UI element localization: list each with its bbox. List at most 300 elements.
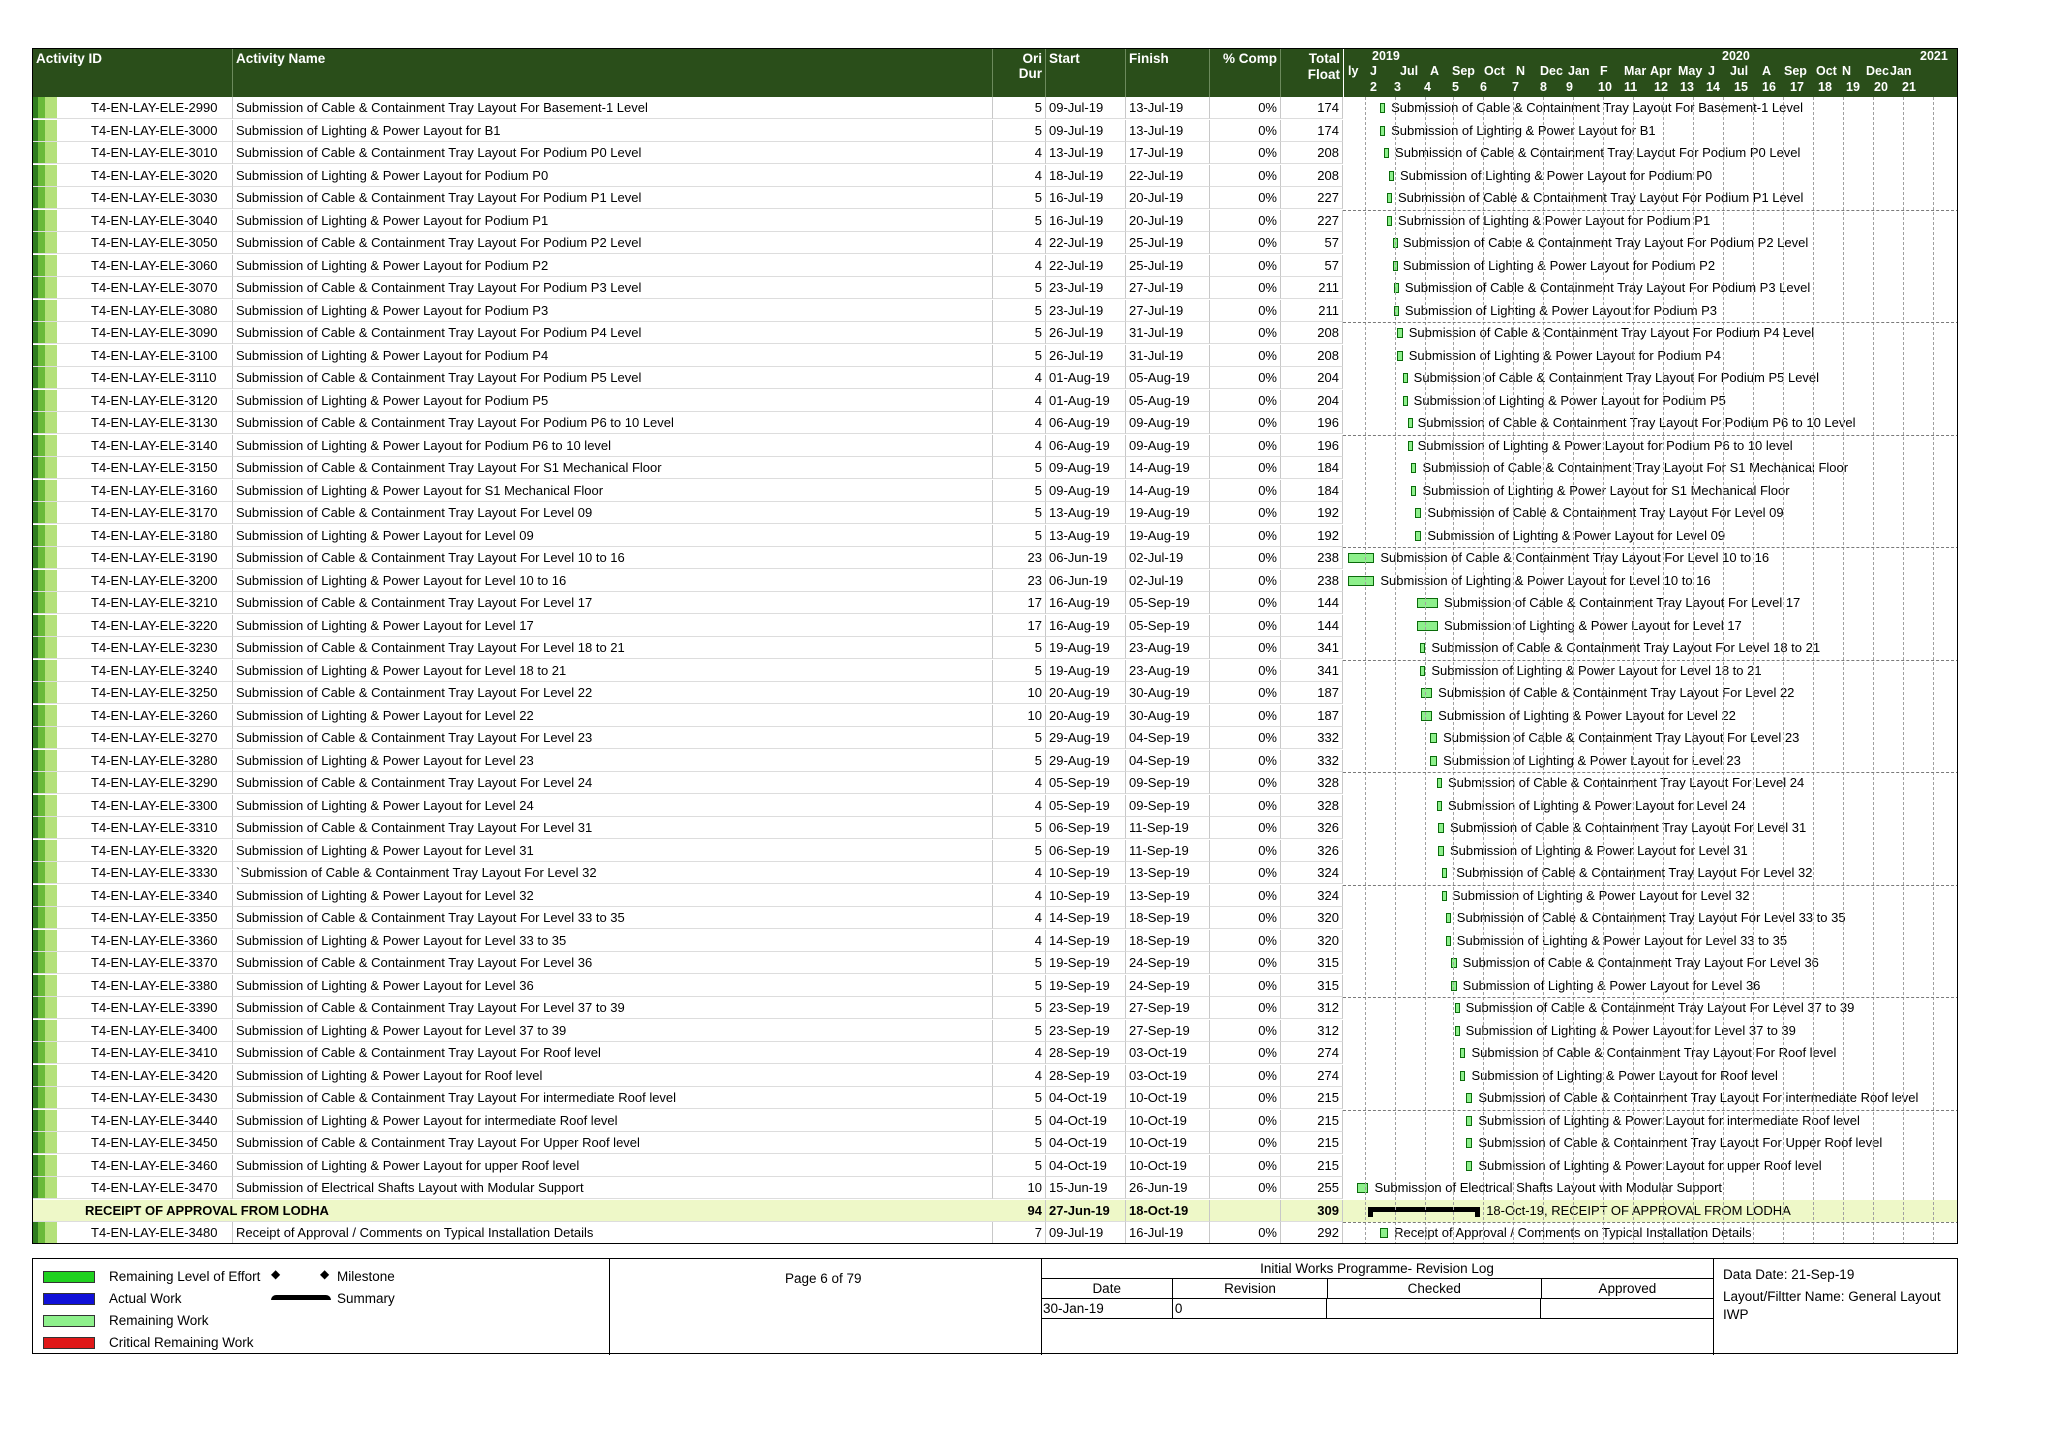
gantt-bar[interactable] [1460, 1071, 1466, 1081]
cell-orig-dur: 5 [993, 120, 1046, 142]
cell-activity-id: T4-EN-LAY-ELE-3360 [33, 930, 233, 952]
gantt-bar[interactable] [1438, 823, 1444, 833]
gantt-bar[interactable] [1417, 621, 1438, 631]
cell-finish: 09-Sep-19 [1126, 795, 1210, 817]
timeline-gridline [1633, 97, 1634, 1244]
cell-orig-dur: 4 [993, 1042, 1046, 1064]
timeline-year: 2019 [1372, 49, 1400, 63]
cell-activity-name: Submission of Cable & Containment Tray Layout For Level 22 [233, 682, 993, 704]
cell-orig-dur: 5 [993, 97, 1046, 119]
table-row[interactable] [33, 480, 1958, 503]
cell-orig-dur: 10 [993, 705, 1046, 727]
timeline-period: 14 [1706, 80, 1720, 94]
timeline-month: Dec [1866, 64, 1889, 78]
cell-activity-name: Submission of Lighting & Power Layout for Level 10 to 16 [233, 570, 993, 592]
summary-bar-icon [271, 1295, 331, 1300]
col-header-pct-comp[interactable]: % Comp [1210, 49, 1281, 97]
col-header-orig-dur[interactable]: Ori Dur [993, 49, 1046, 97]
cell-total-float: 312 [1281, 1020, 1343, 1042]
timeline-gridline [1395, 97, 1396, 1244]
cell-orig-dur: 7 [993, 1222, 1046, 1244]
gantt-bar[interactable] [1430, 733, 1437, 743]
summary-row[interactable] [33, 1200, 1958, 1223]
cell-pct-comp: 0% [1210, 255, 1281, 277]
table-row[interactable] [33, 862, 1958, 885]
cell-pct-comp: 0% [1210, 412, 1281, 434]
gantt-bar-label: Submission of Cable & Containment Tray Layout For Level 17 [1444, 595, 1801, 610]
cell-activity-name: Submission of Cable & Containment Tray Layout For Level 37 to 39 [233, 997, 993, 1019]
cell-total-float: 324 [1281, 885, 1343, 907]
cell-start: 09-Jul-19 [1046, 97, 1126, 119]
cell-total-float: 215 [1281, 1132, 1343, 1154]
cell-finish: 25-Jul-19 [1126, 255, 1210, 277]
cell-activity-id: T4-EN-LAY-ELE-3460 [33, 1155, 233, 1177]
cell-total-float: 238 [1281, 547, 1343, 569]
cell-activity-id: T4-EN-LAY-ELE-3250 [33, 682, 233, 704]
cell-activity-name: Submission of Lighting & Power Layout for Podium P6 to 10 level [233, 435, 993, 457]
cell-orig-dur: 4 [993, 255, 1046, 277]
gantt-bar[interactable] [1417, 598, 1438, 608]
table-row[interactable] [33, 705, 1958, 728]
gantt-bar[interactable] [1466, 1161, 1473, 1171]
cell-pct-comp: 0% [1210, 480, 1281, 502]
col-header-activity-name[interactable]: Activity Name [233, 49, 993, 97]
table-row[interactable] [33, 750, 1958, 773]
cell-finish: 04-Sep-19 [1126, 750, 1210, 772]
table-row[interactable] [33, 277, 1958, 300]
gantt-bar[interactable] [1455, 1003, 1460, 1013]
gantt-bar[interactable] [1415, 508, 1422, 518]
revlog-cell-checked [1327, 1299, 1542, 1318]
cell-activity-name: Submission of Cable & Containment Tray Layout For intermediate Roof level [233, 1087, 993, 1109]
cell-activity-id: T4-EN-LAY-ELE-3470 [33, 1177, 233, 1199]
table-row[interactable] [33, 637, 1958, 660]
cell-finish: 10-Oct-19 [1126, 1132, 1210, 1154]
cell-finish: 10-Oct-19 [1126, 1110, 1210, 1132]
timeline-period: 4 [1424, 80, 1431, 94]
table-row[interactable] [33, 795, 1958, 818]
cell-total-float: 174 [1281, 120, 1343, 142]
cell-activity-id: T4-EN-LAY-ELE-3110 [33, 367, 233, 389]
gantt-bar[interactable] [1408, 441, 1413, 451]
table-row[interactable] [33, 255, 1958, 278]
table-row[interactable] [33, 952, 1958, 975]
gantt-bar[interactable] [1421, 688, 1432, 698]
table-row[interactable] [33, 322, 1958, 345]
cell-finish: 11-Sep-19 [1126, 840, 1210, 862]
cell-total-float: 57 [1281, 232, 1343, 254]
gantt-bar-label: Submission of Cable & Containment Tray Layout For Level 33 to 35 [1456, 910, 1846, 925]
table-row[interactable] [33, 817, 1958, 840]
revlog-cell-approved [1541, 1299, 1713, 1318]
cell-pct-comp: 0% [1210, 660, 1281, 682]
timeline-gridline [1813, 97, 1814, 1244]
cell-start: 28-Sep-19 [1046, 1065, 1126, 1087]
cell-finish: 31-Jul-19 [1126, 345, 1210, 367]
cell-pct-comp: 0% [1210, 142, 1281, 164]
cell-activity-name: Submission of Cable & Containment Tray Layout For Level 17 [233, 592, 993, 614]
gantt-bar[interactable] [1455, 1026, 1460, 1036]
cell-activity-id: T4-EN-LAY-ELE-3340 [33, 885, 233, 907]
cell-activity-id: T4-EN-LAY-ELE-3410 [33, 1042, 233, 1064]
gantt-bar-label: `Submission of Cable & Containment Tray Layout For Level 32 [1451, 865, 1813, 880]
cell-total-float: 315 [1281, 952, 1343, 974]
cell-start: 06-Aug-19 [1046, 412, 1126, 434]
cell-total-float: 227 [1281, 187, 1343, 209]
gantt-bar[interactable] [1446, 936, 1451, 946]
cell-activity-id: T4-EN-LAY-ELE-3310 [33, 817, 233, 839]
gantt-bar[interactable] [1460, 1048, 1466, 1058]
cell-total-float: 215 [1281, 1087, 1343, 1109]
gantt-bar[interactable] [1466, 1116, 1473, 1126]
table-row[interactable] [33, 1065, 1958, 1088]
cell-activity-name: Submission of Lighting & Power Layout for Podium P4 [233, 345, 993, 367]
cell-orig-dur: 4 [993, 142, 1046, 164]
cell-total-float: 192 [1281, 502, 1343, 524]
table-row[interactable] [33, 367, 1958, 390]
cell-orig-dur: 4 [993, 930, 1046, 952]
cell-orig-dur: 10 [993, 1177, 1046, 1199]
table-row[interactable] [33, 840, 1958, 863]
cell-activity-id: T4-EN-LAY-ELE-3150 [33, 457, 233, 479]
cell-start: 16-Jul-19 [1046, 210, 1126, 232]
cell-finish: 02-Jul-19 [1126, 547, 1210, 569]
cell-start: 10-Sep-19 [1046, 862, 1126, 884]
timeline-period: 5 [1452, 80, 1459, 94]
table-row[interactable] [33, 1042, 1958, 1065]
cell-start: 06-Jun-19 [1046, 547, 1126, 569]
cell-start: 09-Aug-19 [1046, 457, 1126, 479]
gantt-bar[interactable] [1348, 576, 1374, 586]
cell-orig-dur: 4 [993, 165, 1046, 187]
cell-start: 14-Sep-19 [1046, 907, 1126, 929]
cell-activity-name: Submission of Lighting & Power Layout for Level 36 [233, 975, 993, 997]
table-row[interactable] [33, 345, 1958, 368]
cell-orig-dur: 5 [993, 1020, 1046, 1042]
table-row[interactable] [33, 435, 1958, 458]
cell-orig-dur: 4 [993, 412, 1046, 434]
cell-finish: 24-Sep-19 [1126, 952, 1210, 974]
cell-start: 10-Sep-19 [1046, 885, 1126, 907]
cell-activity-id: T4-EN-LAY-ELE-3270 [33, 727, 233, 749]
cell-finish: 03-Oct-19 [1126, 1065, 1210, 1087]
cell-pct-comp: 0% [1210, 592, 1281, 614]
cell-activity-name: Submission of Cable & Containment Tray Layout For Basement-1 Level [233, 97, 993, 119]
table-row[interactable] [33, 1177, 1958, 1200]
page-number: Page 6 of 79 [785, 1271, 862, 1286]
gantt-bar[interactable] [1438, 846, 1444, 856]
timeline-month: J [1708, 64, 1715, 78]
cell-orig-dur: 4 [993, 862, 1046, 884]
cell-start: 18-Jul-19 [1046, 165, 1126, 187]
table-row[interactable] [33, 120, 1958, 143]
layout-name: Layout/Filtter Name: General Layout IWP [1723, 1289, 1941, 1322]
cell-orig-dur: 5 [993, 322, 1046, 344]
legend-label-actual-work: Actual Work [109, 1291, 182, 1306]
table-row[interactable] [33, 390, 1958, 413]
cell-total-float: 332 [1281, 750, 1343, 772]
cell-activity-name: Submission of Cable & Containment Tray Layout For S1 Mechanical Floor [233, 457, 993, 479]
gantt-bar[interactable] [1384, 148, 1389, 158]
gantt-bar[interactable] [1442, 868, 1447, 878]
gantt-bar[interactable] [1380, 103, 1385, 113]
cell-total-float: 184 [1281, 480, 1343, 502]
col-header-start[interactable]: Start [1046, 49, 1126, 97]
table-row[interactable] [33, 525, 1958, 548]
gantt-bar[interactable] [1403, 373, 1408, 383]
gantt-bar[interactable] [1380, 126, 1385, 136]
cell-total-float: 309 [1281, 1200, 1343, 1222]
cell-total-float: 204 [1281, 390, 1343, 412]
cell-activity-name: Submission of Cable & Containment Tray Layout For Podium P2 Level [233, 232, 993, 254]
gantt-bar-label: Submission of Lighting & Power Layout for Level 32 [1451, 887, 1750, 903]
table-row[interactable] [33, 727, 1958, 750]
cell-activity-id: T4-EN-LAY-ELE-3420 [33, 1065, 233, 1087]
table-row[interactable] [33, 930, 1958, 953]
cell-pct-comp: 0% [1210, 885, 1281, 907]
cell-activity-name: Submission of Cable & Containment Tray Layout For Level 09 [233, 502, 993, 524]
table-row[interactable] [33, 570, 1958, 593]
cell-activity-id: T4-EN-LAY-ELE-3050 [33, 232, 233, 254]
gantt-bar[interactable] [1408, 418, 1413, 428]
table-row[interactable] [33, 1020, 1958, 1043]
gantt-bar[interactable] [1437, 801, 1442, 811]
cell-finish: 13-Jul-19 [1126, 97, 1210, 119]
table-row[interactable] [33, 97, 1958, 120]
cell-start: 22-Jul-19 [1046, 232, 1126, 254]
legend-label-summary: Summary [337, 1291, 395, 1306]
table-row[interactable] [33, 457, 1958, 480]
gantt-bar-label: Submission of Cable & Containment Tray Layout For Podium P3 Level [1404, 280, 1811, 295]
timeline-gridline [1933, 97, 1934, 1244]
cell-orig-dur: 4 [993, 885, 1046, 907]
cell-total-float: 208 [1281, 142, 1343, 164]
gantt-bar[interactable] [1397, 351, 1403, 361]
revlog-header-revision: Revision [1173, 1279, 1327, 1298]
cell-activity-id: T4-EN-LAY-ELE-3330 [33, 862, 233, 884]
cell-total-float: 320 [1281, 907, 1343, 929]
timeline-period: 13 [1680, 80, 1694, 94]
cell-activity-name: Receipt of Approval / Comments on Typical Installation Details [233, 1222, 993, 1244]
cell-total-float: 196 [1281, 435, 1343, 457]
gantt-bar[interactable] [1411, 463, 1417, 473]
cell-start: 06-Sep-19 [1046, 840, 1126, 862]
cell-total-float: 211 [1281, 300, 1343, 322]
timeline-period: 2 [1370, 80, 1377, 94]
cell-orig-dur: 5 [993, 637, 1046, 659]
timeline-month: A [1762, 64, 1772, 78]
gantt-bar[interactable] [1466, 1093, 1473, 1103]
table-row[interactable] [33, 300, 1958, 323]
table-row[interactable] [33, 1155, 1958, 1178]
cell-activity-name: Submission of Cable & Containment Tray Layout For Podium P3 Level [233, 277, 993, 299]
cell-start: 27-Jun-19 [1046, 1200, 1126, 1222]
table-row[interactable] [33, 592, 1958, 615]
table-row[interactable] [33, 165, 1958, 188]
gantt-bar[interactable] [1442, 891, 1447, 901]
cell-finish: 05-Aug-19 [1126, 367, 1210, 389]
cell-pct-comp: 0% [1210, 952, 1281, 974]
cell-start: 26-Jul-19 [1046, 322, 1126, 344]
cell-finish: 19-Aug-19 [1126, 502, 1210, 524]
cell-activity-name: Submission of Lighting & Power Layout for Podium P5 [233, 390, 993, 412]
cell-start: 09-Jul-19 [1046, 1222, 1126, 1244]
table-row[interactable] [33, 975, 1958, 998]
table-row[interactable] [33, 232, 1958, 255]
timeline-gridline [1903, 97, 1904, 1244]
gantt-bar[interactable] [1380, 1228, 1388, 1238]
gantt-bar[interactable] [1357, 1183, 1369, 1193]
table-row[interactable] [33, 997, 1958, 1020]
table-row[interactable] [33, 547, 1958, 570]
gantt-bar[interactable] [1348, 553, 1374, 563]
gantt-bar[interactable] [1387, 193, 1392, 203]
table-row[interactable] [33, 502, 1958, 525]
cell-total-float: 174 [1281, 97, 1343, 119]
cell-finish: 09-Aug-19 [1126, 435, 1210, 457]
cell-activity-id: T4-EN-LAY-ELE-3220 [33, 615, 233, 637]
cell-total-float: 196 [1281, 412, 1343, 434]
col-header-finish[interactable]: Finish [1126, 49, 1210, 97]
gantt-bar-label: Submission of Cable & Containment Tray Layout For Roof level [1471, 1045, 1837, 1060]
cell-total-float: 208 [1281, 165, 1343, 187]
timeline-period: 12 [1654, 80, 1668, 94]
cell-activity-name: Submission of Electrical Shafts Layout with Modular Support [233, 1177, 993, 1199]
table-row[interactable] [33, 142, 1958, 165]
timeline-row-separator [1343, 660, 1958, 661]
legend-label-remaining-loe: Remaining Level of Effort [109, 1269, 261, 1284]
table-row[interactable] [33, 1132, 1958, 1155]
legend-swatch-remaining-work [43, 1315, 95, 1327]
cell-activity-id: T4-EN-LAY-ELE-3040 [33, 210, 233, 232]
cell-start: 23-Jul-19 [1046, 277, 1126, 299]
table-row[interactable] [33, 412, 1958, 435]
cell-activity-id: T4-EN-LAY-ELE-3120 [33, 390, 233, 412]
table-row[interactable] [33, 187, 1958, 210]
cell-orig-dur: 5 [993, 660, 1046, 682]
gantt-bar[interactable] [1387, 216, 1392, 226]
cell-activity-name: Submission of Cable & Containment Tray Layout For Podium P6 to 10 Level [233, 412, 993, 434]
gantt-bar-label: Submission of Lighting & Power Layout for Level 22 [1438, 707, 1736, 723]
timeline-month: Dec [1540, 64, 1563, 78]
milestone-diamond-icon: ◆ [320, 1267, 330, 1281]
timeline-month: N [1842, 64, 1852, 78]
cell-orig-dur: 5 [993, 457, 1046, 479]
gantt-bar[interactable] [1437, 778, 1442, 788]
cell-pct-comp: 0% [1210, 975, 1281, 997]
gantt-bar-label: Submission of Lighting & Power Layout for intermediate Roof level [1478, 1112, 1860, 1128]
gantt-bar[interactable] [1411, 486, 1417, 496]
cell-orig-dur: 5 [993, 1155, 1046, 1177]
timeline-gridline [1753, 97, 1754, 1244]
cell-orig-dur: 5 [993, 1132, 1046, 1154]
cell-finish: 03-Oct-19 [1126, 1042, 1210, 1064]
cell-activity-id: T4-EN-LAY-ELE-3300 [33, 795, 233, 817]
cell-activity-id: T4-EN-LAY-ELE-3010 [33, 142, 233, 164]
legend-label-milestone: Milestone [337, 1269, 395, 1284]
cell-activity-name: Submission of Cable & Containment Tray Layout For Level 23 [233, 727, 993, 749]
cell-pct-comp: 0% [1210, 165, 1281, 187]
cell-total-float: 144 [1281, 592, 1343, 614]
cell-start: 16-Jul-19 [1046, 187, 1126, 209]
table-row[interactable] [33, 885, 1958, 908]
table-row[interactable] [33, 682, 1958, 705]
timeline-month: Sep [1784, 64, 1807, 78]
cell-activity-name: Submission of Cable & Containment Tray Layout For Upper Roof level [233, 1132, 993, 1154]
cell-finish: 22-Jul-19 [1126, 165, 1210, 187]
cell-pct-comp: 0% [1210, 750, 1281, 772]
timeline-month: Mar [1624, 64, 1647, 78]
cell-activity-name: Submission of Cable & Containment Tray Layout For Podium P4 Level [233, 322, 993, 344]
legend-label-remaining-work: Remaining Work [109, 1313, 209, 1328]
cell-pct-comp: 0% [1210, 1110, 1281, 1132]
gantt-bar-label: Submission of Lighting & Power Layout for Podium P2 [1402, 257, 1716, 273]
cell-total-float: 204 [1281, 367, 1343, 389]
cell-activity-name: Submission of Lighting & Power Layout for Level 31 [233, 840, 993, 862]
table-row[interactable] [33, 660, 1958, 683]
cell-finish: 10-Oct-19 [1126, 1155, 1210, 1177]
cell-pct-comp: 0% [1210, 705, 1281, 727]
table-row[interactable] [33, 1222, 1958, 1244]
gantt-bar[interactable] [1430, 756, 1437, 766]
cell-pct-comp: 0% [1210, 840, 1281, 862]
gantt-bar[interactable] [1421, 711, 1432, 721]
table-row[interactable] [33, 615, 1958, 638]
cell-orig-dur: 5 [993, 840, 1046, 862]
timeline-month: N [1516, 64, 1526, 78]
cell-orig-dur: 4 [993, 772, 1046, 794]
table-row[interactable] [33, 907, 1958, 930]
col-header-total-float[interactable]: Total Float [1307, 51, 1340, 82]
timeline-row-separator [1343, 322, 1958, 323]
table-row[interactable] [33, 1087, 1958, 1110]
cell-start: 13-Aug-19 [1046, 525, 1126, 547]
gantt-bar[interactable] [1446, 913, 1451, 923]
gantt-bar[interactable] [1466, 1138, 1473, 1148]
cell-pct-comp: 0% [1210, 1132, 1281, 1154]
cell-activity-name: Submission of Lighting & Power Layout for Level 09 [233, 525, 993, 547]
timeline-year: 2021 [1920, 49, 1948, 63]
revision-log-title: Initial Works Programme- Revision Log [1041, 1259, 1713, 1279]
cell-start: 06-Sep-19 [1046, 817, 1126, 839]
cell-finish: 20-Jul-19 [1126, 187, 1210, 209]
gantt-bar[interactable] [1397, 328, 1403, 338]
gantt-bar[interactable] [1403, 396, 1408, 406]
col-header-activity-id[interactable]: Activity ID [33, 49, 233, 97]
table-row[interactable] [33, 772, 1958, 795]
timeline-gridline [1783, 97, 1784, 1244]
cell-pct-comp: 0% [1210, 277, 1281, 299]
cell-finish: 25-Jul-19 [1126, 232, 1210, 254]
cell-activity-id: RECEIPT OF APPROVAL FROM LODHA [33, 1200, 993, 1222]
cell-activity-name: Submission of Lighting & Power Layout for Roof level [233, 1065, 993, 1087]
gantt-bar-label: Submission of Cable & Containment Tray Layout For S1 Mechanical Floor [1422, 460, 1849, 475]
cell-finish: 18-Sep-19 [1126, 930, 1210, 952]
table-row[interactable] [33, 1110, 1958, 1133]
cell-finish: 27-Sep-19 [1126, 1020, 1210, 1042]
timeline-row-separator [1343, 772, 1958, 773]
timeline-month: Jan [1568, 64, 1590, 78]
table-row[interactable] [33, 210, 1958, 233]
timeline-month: Jul [1730, 64, 1749, 78]
cell-finish: 13-Sep-19 [1126, 885, 1210, 907]
gantt-bar[interactable] [1415, 531, 1422, 541]
cell-activity-id: T4-EN-LAY-ELE-3100 [33, 345, 233, 367]
cell-activity-name: Submission of Lighting & Power Layout for Podium P0 [233, 165, 993, 187]
gantt-bar[interactable] [1389, 171, 1394, 181]
timeline-month: Sep [1452, 64, 1475, 78]
cell-pct-comp: 0% [1210, 390, 1281, 412]
